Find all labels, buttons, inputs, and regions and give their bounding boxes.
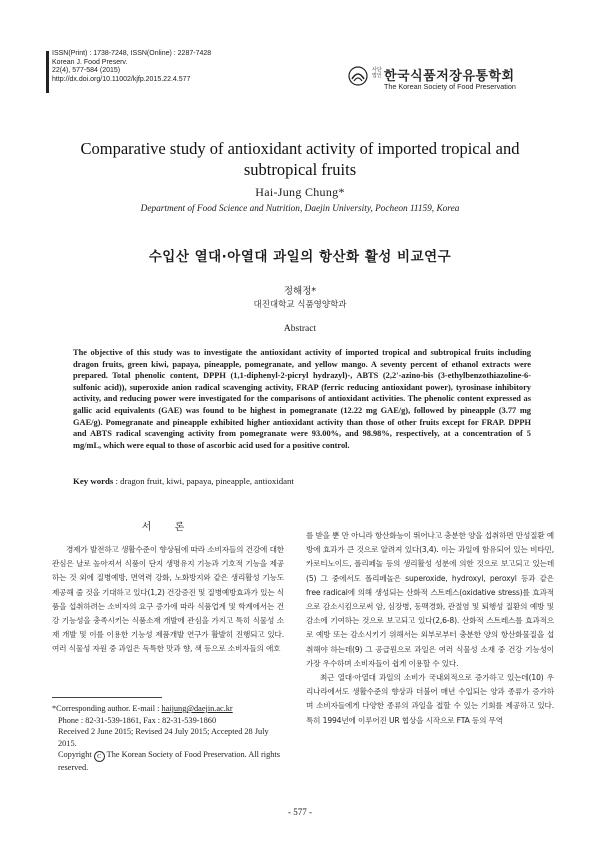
title-ko: 수입산 열대·아열대 과일의 항산화 활성 비교연구 — [148, 249, 452, 265]
journal-meta — [52, 50, 292, 84]
doi-link[interactable]: http://dx.doi.org/10.11002/kjfp.2015.22.4.577 — [52, 75, 191, 83]
abstract-heading: Abstract — [283, 324, 317, 334]
section-title-introduction: 서 론 — [141, 522, 195, 533]
society-small-label: 사단법인 — [372, 67, 382, 79]
footnote — [52, 703, 284, 774]
corresponding-author — [52, 703, 284, 715]
intro-paragraph-right-1: 를 받을 뿐 만 아니라 항산화능이 뛰어나고 충분한 양을 섭취하면 만성질환 예방에 효과가 큰 것으로 알려져 있다(3,4). 이는 과일에 함유되어 있는 비타민, 카로티노이드, 폴리페놀 등의 생리활성 성분에 의한 것으로 보고되고 있는데(5) 그 중에서도 폴리페놀은 superoxide, hydroxyl, peroxyl 등과 같은 free radical에 의해 생성되는 산화적 스트레스(oxidative stress)를 효과적으로 감소시킴으로써 암, 심장병, 동맥경화, 관절염 및 퇴행성 질환의 예방 및 감소에 기여하는 것으로 보고되고 있다(2,6-8). 산화적 스트레스를 효과적으로 예방 또는 감소시키기 위해서는 외부로부터 충분한 양의 항산화물질을 섭취해야 하는데(9) 그 공급원으로 과일은 여러 식물성 소재 중 건강 기능성이 가장 우수하며 소비자들이 쉽게 이용할 수 있다. — [306, 531, 554, 668]
title-en-line2: subtropical fruits — [243, 160, 357, 179]
left-column — [52, 518, 284, 657]
keywords-label: Key words — [73, 476, 114, 486]
corresponding-label: *Corresponding author. E-mail : — [52, 704, 162, 713]
issn-line: ISSN(Print) : 1738-7248, ISSN(Online) : 2287-7428 — [52, 50, 212, 57]
affiliation-en: Department of Food Science and Nutrition, Daejin University, Pocheon 11159, Korea — [140, 204, 460, 214]
intro-paragraph-left: 경제가 발전하고 생활수준이 향상됨에 따라 소비자들의 건강에 대한 관심은 날로 높아져서 식품이 단지 생명유지 기능과 기호적 기능을 제공하는 것 외에 질병예방, 면역력 강화, 노화방지와 같은 생리활성 기능도 제공해 줄 것을 기대하고 있다(1,2) 건강증진 및 질병예방효과가 있는 식품을 섭취하려는 소비자의 요구 증가에 따라 식품업계 및 학계에서는 건강 기능성을 충족시키는 식품소재 개발에 관심을 가지고 특히 식물성 소재 개발 및 이를 이용한 기능성 제품개발 연구가 활발히 진행되고 있다. 여러 식물성 자원 중 과일은 독특한 맛과 향, 색 등으로 소비자들의 애호 — [52, 545, 284, 654]
author-ko: 정해정* — [283, 286, 317, 297]
author-email-link[interactable]: haijung@daejin.ac.kr — [161, 704, 233, 713]
society-logo-block — [348, 64, 558, 96]
meta-bar — [46, 51, 49, 93]
title-en-line1: Comparative study of antioxidant activity of imported tropical and — [80, 139, 520, 158]
society-name-en: The Korean Society of Food Preservation — [384, 82, 516, 91]
copyright-icon: C — [94, 751, 105, 762]
volume-line: 22(4), 577-584 (2015) — [52, 67, 121, 75]
society-name-ko: 한국식품저장유통학회 — [384, 69, 515, 84]
author-en: Hai-Jung Chung* — [255, 185, 345, 199]
keywords — [73, 476, 531, 486]
page-number: - 577 - — [288, 807, 312, 817]
phone-fax: Phone : 82-31-539-1861, Fax : 82-31-539-1860 — [58, 715, 217, 725]
copyright-text: The Korean Society of Food Preservation. All rights reserved. — [58, 750, 280, 773]
footnote-rule — [52, 697, 162, 698]
society-emblem-icon — [348, 66, 368, 86]
abstract-text: The objective of this study was to investigate the antioxidant activity of imported tropical and subtropical fruits including dragon fruits, green kiwi, papaya, pineapple, pomegranate, and yellow mango. A seventy percent of ethanol extracts were prepared. Total phenolic content, DPPH (1,1-diphenyl-2-picryl hydrazyl)-, ABTS (2,2'-azino-bis (3-ethylbenzothiazoline-6-sulfonic acid)), superoxide anion radical scavenging activity, FRAP (ferric reducing antioxidant power), tyrosinase inhibitory activity, and reducing power were investigated for the comparisons of antioxidant activities. The phenolic content expressed as gallic acid equivalents (GAE) was found to be highest in pomegranate (12.22 mg GAE/g), followed by pineapple (3.77 mg GAE/g). Pomegranate and pineapple exhibited higher antioxidant activity than those of other fruits except for FRAP. DPPH and ABTS radical scavenging activity from pomegranate were 93.00%, and 98.98%, respectively, at a concentration of 5 mg/mL, which were equal to those of ascorbic acid used for a positive control. — [73, 348, 531, 450]
received-dates: Received 2 June 2015; Revised 24 July 2015; Accepted 28 July 2015. — [58, 727, 269, 748]
right-column — [306, 529, 554, 728]
affiliation-ko: 대진대학교 식품영양학과 — [253, 300, 347, 310]
journal-name: Korean J. Food Preserv. — [52, 58, 128, 66]
intro-paragraph-right-2: 최근 열대·아열대 과일의 소비가 국내외적으로 증가하고 있는데(10) 우리나라에서도 생활수준의 향상과 더불어 매년 수입되는 양과 종류가 증가하며 소비자들에게 다양한 종류의 과일을 접할 수 있는 기회를 제공하고 있다. 특히 1994년에 이루어진 UR 협상을 시작으로 FTA 등의 무역 — [306, 673, 554, 725]
copyright — [52, 749, 284, 774]
title-en — [40, 138, 560, 180]
keywords-text: : dragon fruit, kiwi, papaya, pineapple, antioxidant — [115, 476, 294, 486]
copyright-prefix: Copyright — [58, 750, 94, 760]
